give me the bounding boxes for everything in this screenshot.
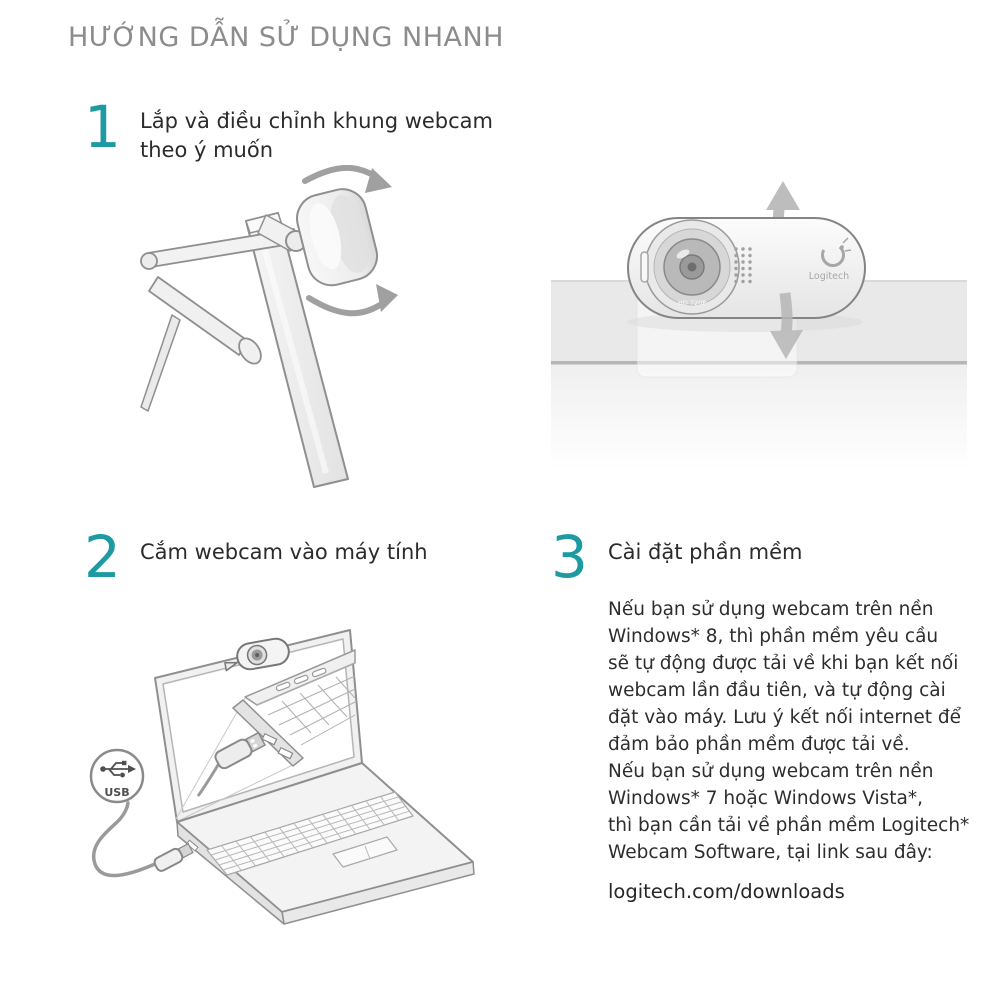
step-1-label-line1: Lắp và điều chỉnh khung webcam xyxy=(140,109,493,133)
step-1-label-line2: theo ý muốn xyxy=(140,138,274,162)
webcam-mounting-illustration xyxy=(100,165,440,495)
webcam-tilt-illustration xyxy=(545,175,975,485)
page-title: HƯỚNG DẪN SỬ DỤNG NHANH xyxy=(68,22,504,53)
instruction-line: đặt vào máy. Lưu ý kết nối internet để xyxy=(608,707,962,728)
step-3-number: 3 xyxy=(551,523,588,591)
download-link: logitech.com/downloads xyxy=(608,880,845,903)
instruction-line: Nếu bạn sử dụng webcam trên nền xyxy=(608,761,934,782)
webcam-head xyxy=(292,184,382,290)
usb-badge xyxy=(91,750,143,802)
laptop-usb-illustration xyxy=(57,612,527,957)
instruction-line: sẽ tự động được tải về khi bạn kết nối xyxy=(608,653,959,674)
instruction-line: webcam lần đầu tiên, và tự động cài xyxy=(608,680,946,701)
instruction-line: Webcam Software, tại link sau đây: xyxy=(608,842,933,863)
instruction-line: Windows* 8, thì phần mềm yêu cầu xyxy=(608,626,939,647)
step-3-label: Cài đặt phần mềm xyxy=(608,540,803,564)
rotate-arrow-down-icon xyxy=(309,284,398,313)
activity-light xyxy=(641,252,648,282)
instruction-line: Windows* 7 hoặc Windows Vista*, xyxy=(608,788,924,809)
step-1-label xyxy=(140,107,493,165)
install-instructions xyxy=(608,596,969,866)
usb-label: USB xyxy=(104,786,130,799)
webcam-front xyxy=(628,218,865,318)
instruction-line: đảm bảo phần mềm được tải về. xyxy=(608,734,910,755)
lens-label: HD 720P xyxy=(677,299,707,307)
instruction-line: Nếu bạn sử dụng webcam trên nền xyxy=(608,599,934,620)
brand-text: Logitech xyxy=(808,271,850,282)
usb-plug xyxy=(153,842,194,873)
usb-cable xyxy=(94,803,155,876)
step-1-number: 1 xyxy=(84,93,121,161)
instruction-line: thì bạn cần tải về phần mềm Logitech* xyxy=(608,815,970,836)
step-2-number: 2 xyxy=(84,523,121,591)
step-2-label: Cắm webcam vào máy tính xyxy=(140,540,428,564)
